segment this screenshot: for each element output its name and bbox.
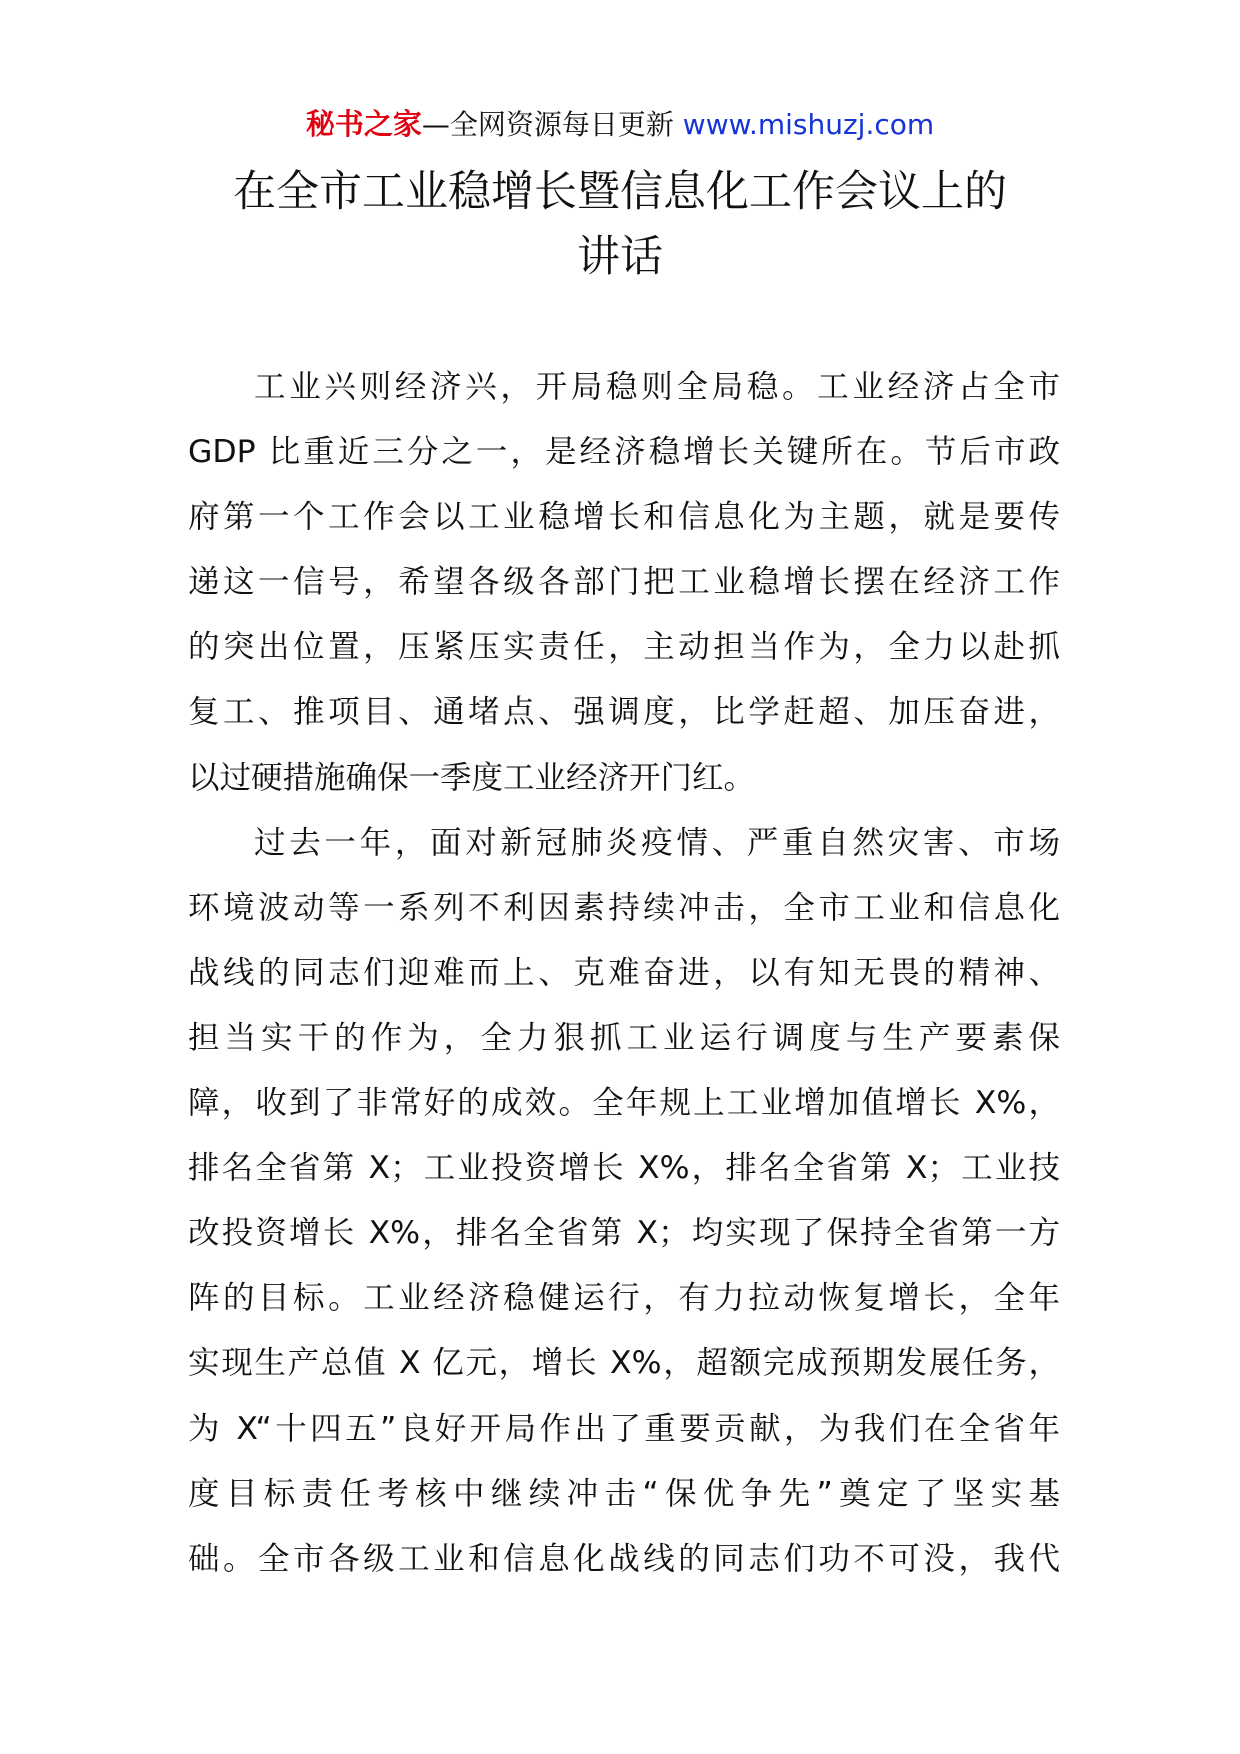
document-title	[160, 160, 1080, 290]
site-url-link[interactable]: www.mishuzj.com	[682, 108, 935, 141]
text-line: 复工、推项目、通堵点、强调度，比学赶超、加压奋进，	[188, 694, 1060, 731]
document-body	[188, 355, 1060, 1592]
text-line: 为 X“十四五”良好开局作出了重要贡献，为我们在全省年	[188, 1410, 1060, 1447]
text-line: 以过硬措施确保一季度工业经济开门红。	[188, 759, 756, 796]
title-line: 讲话	[577, 232, 663, 282]
text-line: 工业兴则经济兴，开局稳则全局稳。工业经济占全市	[254, 369, 1060, 405]
text-line: 阵的目标。工业经济稳健运行，有力拉动恢复增长，全年	[188, 1280, 1060, 1317]
text-line: 障，收到了非常好的成效。全年规上工业增加值增长 X%，	[188, 1085, 1060, 1122]
text-line: 过去一年，面对新冠肺炎疫情、严重自然灾害、市场	[254, 824, 1060, 861]
text-line: 度目标责任考核中继续冲击“保优争先”奠定了坚实基	[188, 1475, 1060, 1512]
paragraph	[188, 355, 1060, 811]
header-slogan: 全网资源每日更新	[449, 108, 674, 141]
site-header	[0, 98, 1240, 151]
text-line: 础。全市各级工业和信息化战线的同志们功不可没，我代	[188, 1540, 1060, 1577]
text-line: 战线的同志们迎难而上、克难奋进，以有知无畏的精神、	[188, 954, 1060, 991]
text-line: 实现生产总值 X 亿元，增长 X%，超额完成预期发展任务，	[188, 1345, 1060, 1382]
text-line: 排名全省第 X；工业投资增长 X%，排名全省第 X；工业技	[188, 1150, 1060, 1187]
text-line: 改投资增长 X%，排名全省第 X；均实现了保持全省第一方	[188, 1215, 1060, 1252]
text-line: 的突出位置，压紧压实责任，主动担当作为，全力以赴抓	[188, 629, 1060, 666]
text-line: 府第一个工作会以工业稳增长和信息化为主题，就是要传	[188, 499, 1060, 536]
title-line: 在全市工业稳增长暨信息化工作会议上的	[233, 167, 1007, 217]
text-line: 担当实干的作为，全力狠抓工业运行调度与生产要素保	[188, 1019, 1060, 1056]
text-line: 递这一信号，希望各级各部门把工业稳增长摆在经济工作	[188, 564, 1060, 601]
text-line: 环境波动等一系列不利因素持续冲击，全市工业和信息化	[188, 889, 1060, 926]
brand-name: 秘书之家	[305, 107, 422, 141]
paragraph	[188, 811, 1060, 1592]
header-separator: —	[421, 108, 450, 141]
text-line: GDP 比重近三分之一，是经济稳增长关键所在。节后市政	[188, 434, 1060, 471]
